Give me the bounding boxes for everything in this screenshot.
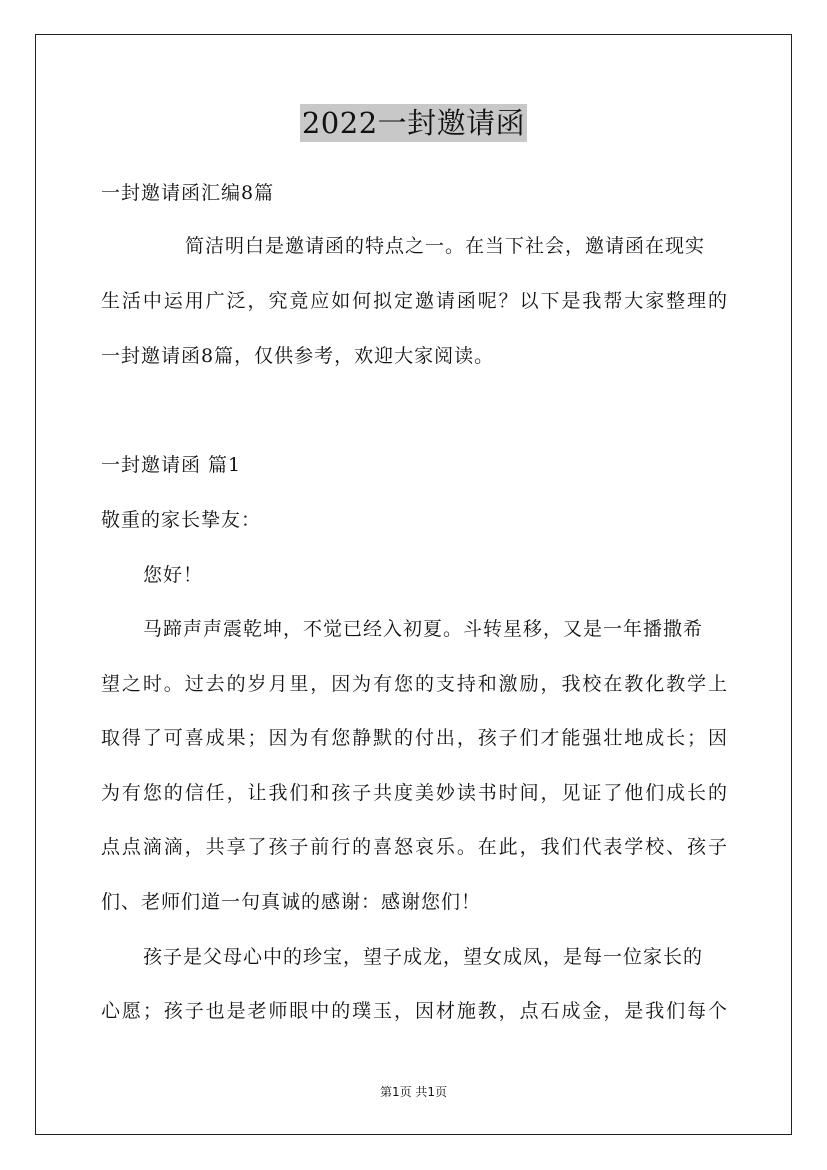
page-number: 第1页 共1页 [379,1085,448,1099]
title-container [0,104,827,142]
intro-line: 一封邀请函8篇，仅供参考，欢迎大家阅读。 [101,345,495,367]
document-subtitle: 一封邀请函汇编8篇 [101,182,275,204]
greeting: 您好！ [143,564,204,586]
paragraph-line: 孩子是父母心中的珍宝，望子成龙，望女成凤，是每一位家长的 [143,946,704,968]
page-footer [0,1082,827,1102]
intro-line: 生活中运用广泛，究竟应如何拟定邀请函呢？以下是我帮大家整理的 [101,290,728,312]
salutation: 敬重的家长挚友： [101,509,262,531]
paragraph-line: 心愿；孩子也是老师眼中的璞玉，因材施教，点石成金，是我们每个 [101,1000,728,1022]
paragraph-line: 为有您的信任，让我们和孩子共度美妙读书时间，见证了他们成长的 [101,782,728,804]
paragraph-line: 望之时。过去的岁月里，因为有您的支持和激励，我校在教化教学上 [101,673,728,695]
intro-line: 简洁明白是邀请函的特点之一。在当下社会，邀请函在现实 [185,235,706,257]
paragraph-line: 取得了可喜成果；因为有您静默的付出，孩子们才能强壮地成长；因 [101,727,728,749]
paragraph-line: 马蹄声声震乾坤，不觉已经入初夏。斗转星移，又是一年播撒希 [143,618,704,640]
paragraph-line: 们、老师们道一句真诚的感谢：感谢您们！ [101,891,482,913]
section-heading: 一封邀请函 篇1 [101,454,242,476]
paragraph-line: 点点滴滴，共享了孩子前行的喜怒哀乐。在此，我们代表学校、孩子 [101,836,728,858]
document-title: 2022一封邀请函 [301,106,526,140]
